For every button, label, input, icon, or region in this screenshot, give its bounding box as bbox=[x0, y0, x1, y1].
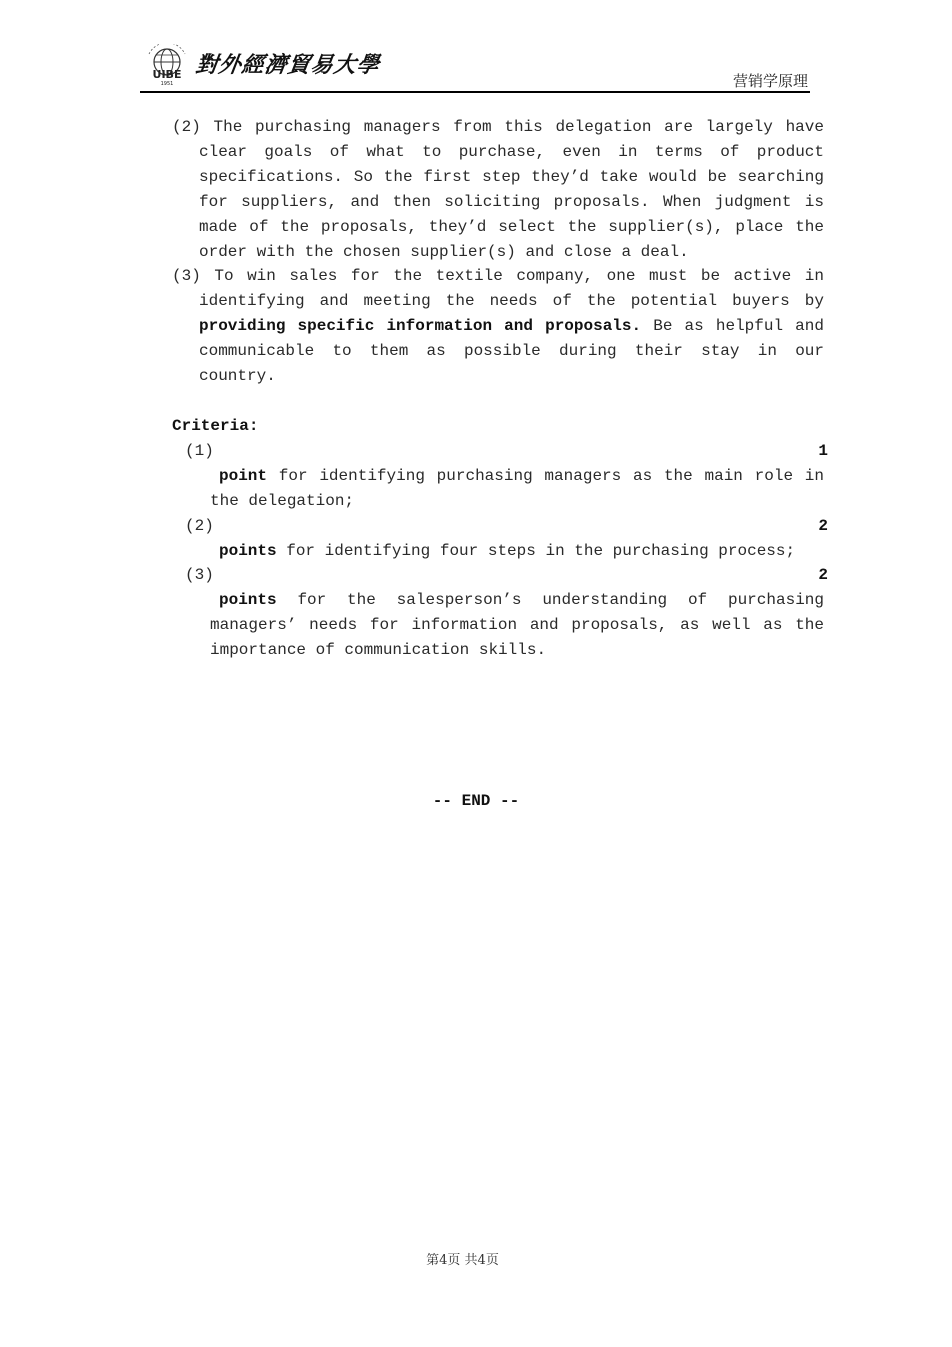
criteria-description: for identifying purchasing managers as the main role in the delegation; bbox=[210, 466, 824, 510]
svg-text:UIBE: UIBE bbox=[152, 68, 182, 81]
criteria-item bbox=[172, 439, 828, 514]
criteria-text bbox=[210, 588, 824, 663]
paragraph-text: The purchasing managers from this delegation are largely have clear goals of what to purchase, even in terms of product specifications. So the first step they’d take would be searching for suppliers, and then soliciting proposals. When judgment is made of the proposals, they’d select the supplier(s), place the order with the chosen supplier(s) and close a deal. bbox=[199, 118, 824, 261]
criteria-description: for the salesperson’s understanding of purchasing managers’ needs for information and proposals, as well as the importance of communication skills. bbox=[210, 591, 824, 660]
paragraph-number: (2) bbox=[172, 118, 201, 136]
criteria-heading: Criteria: bbox=[172, 416, 259, 435]
criteria-item bbox=[172, 563, 828, 663]
criteria-points: 2 bbox=[818, 566, 828, 585]
svg-text:1951: 1951 bbox=[160, 81, 174, 86]
course-title: 营销学原理 bbox=[732, 72, 808, 90]
criteria-item bbox=[172, 514, 828, 564]
page-header bbox=[140, 38, 810, 93]
criteria-number: (3) bbox=[185, 566, 214, 585]
answer-content bbox=[172, 115, 828, 663]
criteria-points-word: points bbox=[219, 541, 277, 560]
header-divider bbox=[140, 91, 810, 93]
criteria-points-word: point bbox=[219, 466, 268, 485]
criteria-text bbox=[210, 464, 824, 514]
criteria-description: for identifying four steps in the purchasing process; bbox=[286, 541, 796, 560]
criteria-number: (2) bbox=[185, 516, 214, 535]
university-name: 對外經濟貿易大學 bbox=[193, 52, 382, 78]
answer-paragraph-3 bbox=[172, 264, 824, 389]
page-number: 第4页 共4页 bbox=[426, 1253, 499, 1268]
university-logo-icon bbox=[144, 44, 190, 86]
criteria-number: (1) bbox=[185, 441, 214, 460]
criteria-points-word: points bbox=[219, 591, 277, 610]
paragraph-text: To win sales for the textile company, one must be active in identifying and meeting the needs of the potential buyers by bbox=[199, 267, 824, 311]
criteria-text bbox=[210, 539, 824, 564]
criteria-points: 2 bbox=[818, 516, 828, 535]
paragraph-number: (3) bbox=[172, 267, 201, 286]
criteria-points: 1 bbox=[818, 441, 828, 460]
paragraph-emphasis: providing specific information and proposals. bbox=[199, 317, 642, 336]
paragraph-text: Be as helpful and communicable to them as possible during their stay in our country. bbox=[199, 317, 824, 386]
answer-paragraph-2 bbox=[172, 115, 824, 264]
end-marker: -- END -- bbox=[432, 792, 520, 810]
